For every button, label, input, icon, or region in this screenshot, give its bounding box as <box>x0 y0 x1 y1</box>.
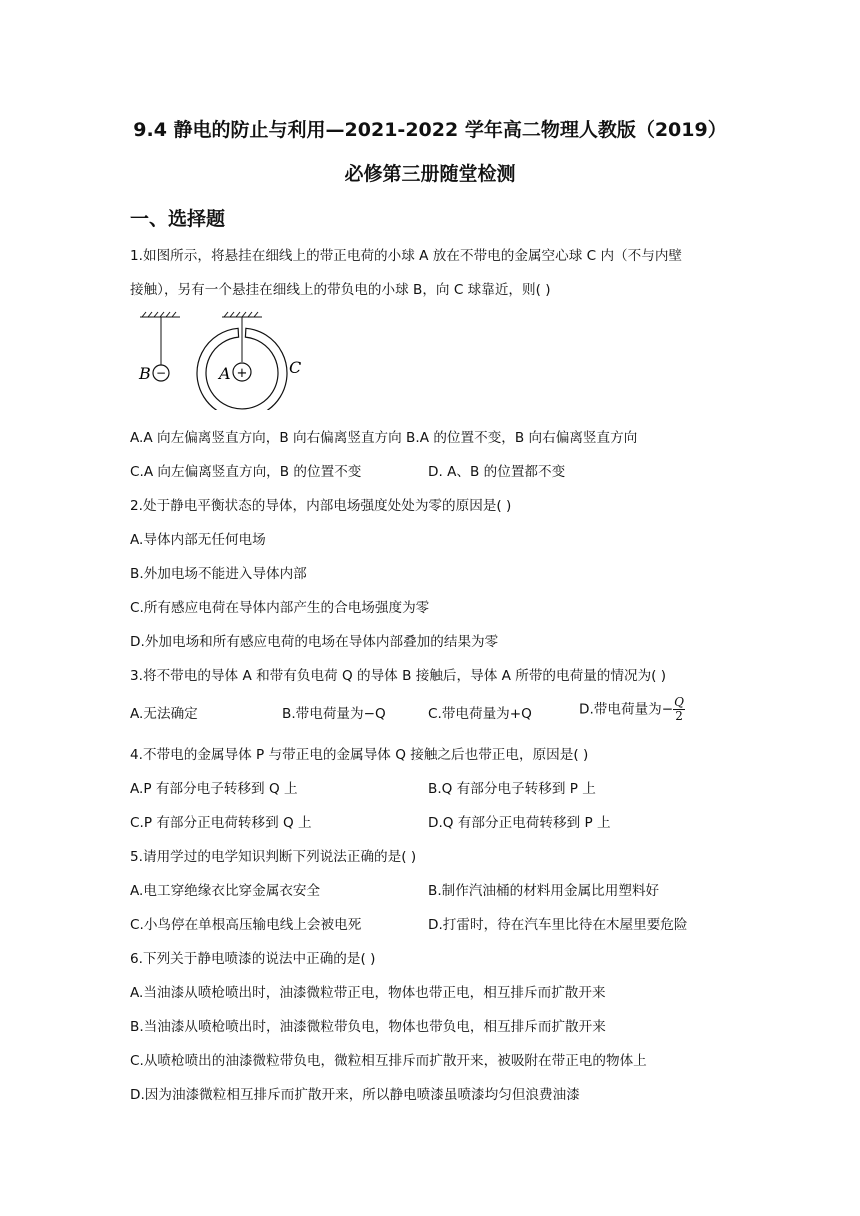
q5-option-b: B.制作汽油桶的材料用金属比用塑料好 <box>428 883 660 899</box>
q1-figure <box>130 310 310 410</box>
fraction-denominator: 2 <box>675 709 683 723</box>
q3-option-d-prefix: D.带电荷量为− <box>579 701 674 718</box>
q2-option-b: B.外加电场不能进入导体内部 <box>130 566 307 582</box>
q1-option-d: D. A、B 的位置都不变 <box>428 464 566 480</box>
fraction-numerator: Q <box>674 695 684 709</box>
q3-stem: 3.将不带电的导体 A 和带有负电荷 Q 的导体 B 接触后，导体 A 所带的电荷量的情况为( ) <box>130 668 667 684</box>
q4-option-a: A.P 有部分电子转移到 Q 上 <box>130 781 298 797</box>
q5-option-d: D.打雷时，待在汽车里比待在木屋里要危险 <box>428 917 688 933</box>
q6-option-b: B.当油漆从喷枪喷出时，油漆微粒带负电，物体也带负电，相互排斥而扩散开来 <box>130 1019 606 1035</box>
ball-a-sign: + <box>236 366 248 381</box>
q5-option-c: C.小鸟停在单根高压输电线上会被电死 <box>130 917 362 933</box>
section-heading: 一、选择题 <box>130 208 226 230</box>
q2-option-a: A.导体内部无任何电场 <box>130 532 266 548</box>
q6-option-a: A.当油漆从喷枪喷出时，油漆微粒带正电，物体也带正电，相互排斥而扩散开来 <box>130 985 606 1001</box>
q3-option-d-fraction <box>673 696 685 723</box>
q4-option-d: D.Q 有部分正电荷转移到 P 上 <box>428 815 611 831</box>
ceiling-hatch-right <box>222 312 262 317</box>
q4-option-c: C.P 有部分正电荷转移到 Q 上 <box>130 815 312 831</box>
q6-option-c: C.从喷枪喷出的油漆微粒带负电，微粒相互排斥而扩散开来，被吸附在带正电的物体上 <box>130 1053 647 1069</box>
q2-option-c: C.所有感应电荷在导体内部产生的合电场强度为零 <box>130 600 430 616</box>
q2-stem: 2.处于静电平衡状态的导体，内部电场强度处处为零的原因是( ) <box>130 498 512 514</box>
q2-option-d: D.外加电场和所有感应电荷的电场在导体内部叠加的结果为零 <box>130 634 499 650</box>
q3-option-d <box>579 696 685 723</box>
label-a: A <box>219 364 231 383</box>
q4-stem: 4.不带电的金属导体 P 与带正电的金属导体 Q 接触之后也带正电，原因是( ) <box>130 747 589 763</box>
q3-option-c: C.带电荷量为+Q <box>428 706 532 722</box>
q4-option-b: B.Q 有部分电子转移到 P 上 <box>428 781 596 797</box>
document-title-line1: 9.4 静电的防止与利用—2021-2022 学年高二物理人教版（2019） <box>133 119 727 141</box>
q5-option-a: A.电工穿绝缘衣比穿金属衣安全 <box>130 883 321 899</box>
q1-option-c: C.A 向左偏离竖直方向，B 的位置不变 <box>130 464 362 480</box>
q3-option-a: A.无法确定 <box>130 706 198 722</box>
q1-options-line1: A.A 向左偏离竖直方向，B 向右偏离竖直方向 B.A 的位置不变，B 向右偏离竖直方向 <box>130 430 638 446</box>
ball-b-sign: − <box>155 366 167 380</box>
ceiling-hatch-left <box>140 312 180 317</box>
q6-option-d: D.因为油漆微粒相互排斥而扩散开来，所以静电喷漆虽喷漆均匀但浪费油漆 <box>130 1087 580 1103</box>
q1-stem-line2: 接触），另有一个悬挂在细线上的带负电的小球 B，向 C 球靠近，则( ) <box>130 282 551 298</box>
document-title-line2: 必修第三册随堂检测 <box>344 163 516 185</box>
label-c: C <box>289 358 302 377</box>
q1-stem-line1: 1.如图所示，将悬挂在细线上的带正电荷的小球 A 放在不带电的金属空心球 C 内（不与内壁 <box>130 248 683 264</box>
label-b: B <box>139 364 151 383</box>
q6-stem: 6.下列关于静电喷漆的说法中正确的是( ) <box>130 951 376 967</box>
q5-stem: 5.请用学过的电学知识判断下列说法正确的是( ) <box>130 849 417 865</box>
q3-option-b: B.带电荷量为−Q <box>282 706 386 722</box>
